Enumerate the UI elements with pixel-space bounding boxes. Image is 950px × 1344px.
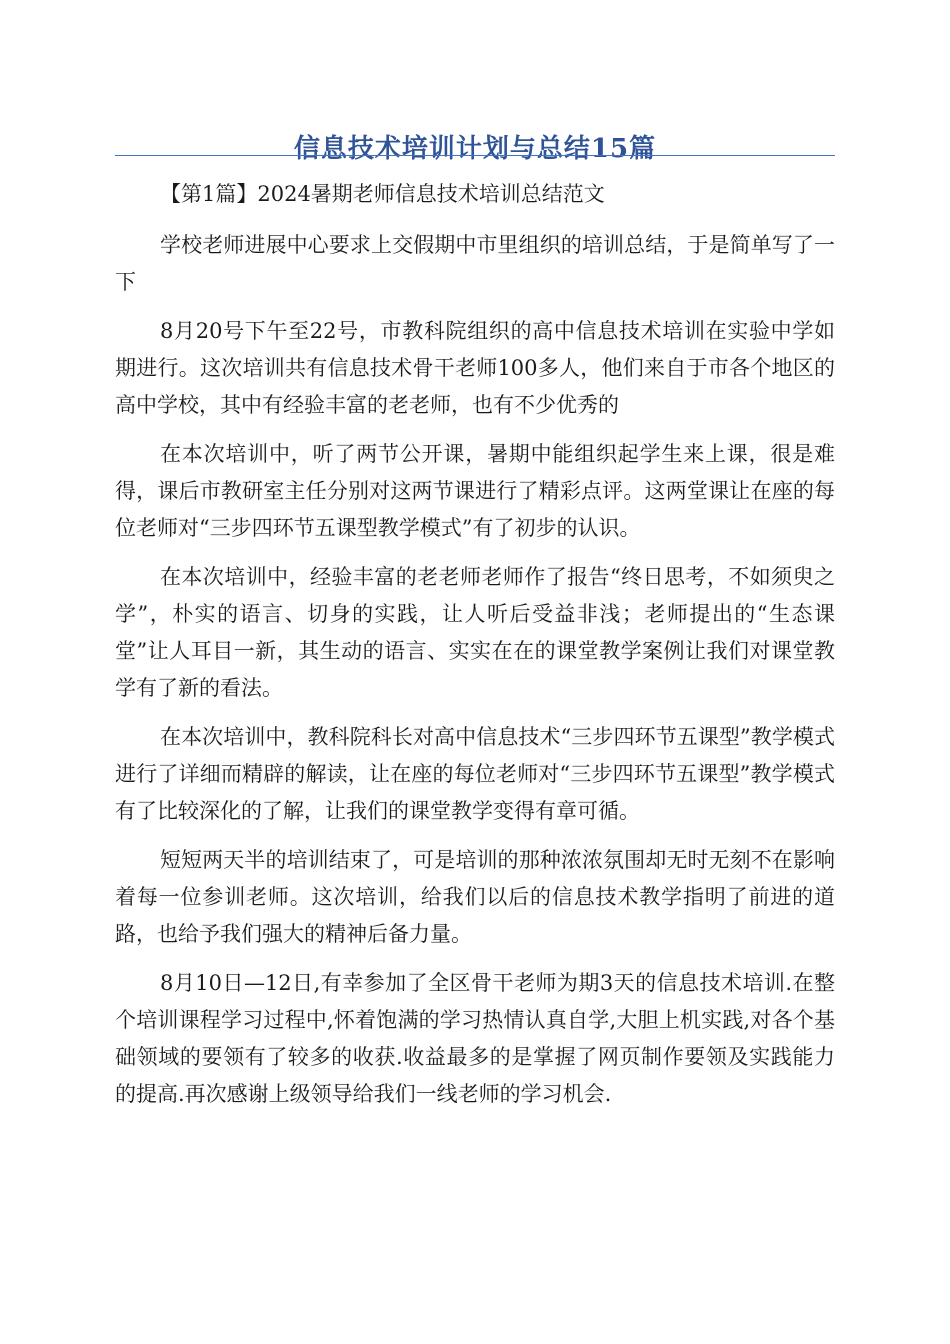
title-underline xyxy=(115,155,835,156)
paragraph-3: 在本次培训中，听了两节公开课，暑期中能组织起学生来上课，很是难得，课后市教研室主任分别对这两节课进行了精彩点评。这两堂课让在座的每位老师对“三步四环节五课型教学模式”有了初步的认识。 xyxy=(115,442,835,540)
paragraph-1: 学校老师进展中心要求上交假期中市里组织的培训总结，于是简单写了一下 xyxy=(115,233,835,294)
paragraph-4: 在本次培训中，经验丰富的老老师老师作了报告“终日思考，不如须臾之学”，朴实的语言、切身的实践，让人听后受益非浅；老师提出的“生态课堂”让人耳目一新，其生动的语言、实实在在的课堂教学案例让我们对课堂教学有了新的看法。 xyxy=(115,565,835,700)
paragraph-7: 8月10日—12日,有幸参加了全区骨干老师为期3天的信息技术培训.在整个培训课程学习过程中,怀着饱满的学习热情认真自学,大胆上机实践,对各个基础领域的要领有了较多的收获.收益最多的是掌握了网页制作要领及实践能力的提高.再次感谢上级领导给我们一线老师的学习机会. xyxy=(115,971,835,1106)
paragraph-6: 短短两天半的培训结束了，可是培训的那种浓浓氛围却无时无刻不在影响着每一位参训老师。这次培训，给我们以后的信息技术教学指明了前进的道路，也给予我们强大的精神后备力量。 xyxy=(115,848,835,946)
paragraph-2: 8月20号下午至22号，市教科院组织的高中信息技术培训在实验中学如期进行。这次培训共有信息技术骨干老师100多人，他们来自于市各个地区的高中学校，其中有经验丰富的老老师，也有不少优秀的 xyxy=(115,319,835,417)
document-body xyxy=(115,176,835,1125)
document-title: 信息技术培训计划与总结15篇 xyxy=(293,134,657,165)
section-heading: 【第1篇】2024暑期老师信息技术培训总结范文 xyxy=(160,182,605,206)
paragraph-5: 在本次培训中，教科院科长对高中信息技术“三步四环节五课型”教学模式进行了详细而精辟的解读，让在座的每位老师对“三步四环节五课型”教学模式有了比较深化的了解，让我们的课堂教学变得有章可循。 xyxy=(115,725,835,823)
